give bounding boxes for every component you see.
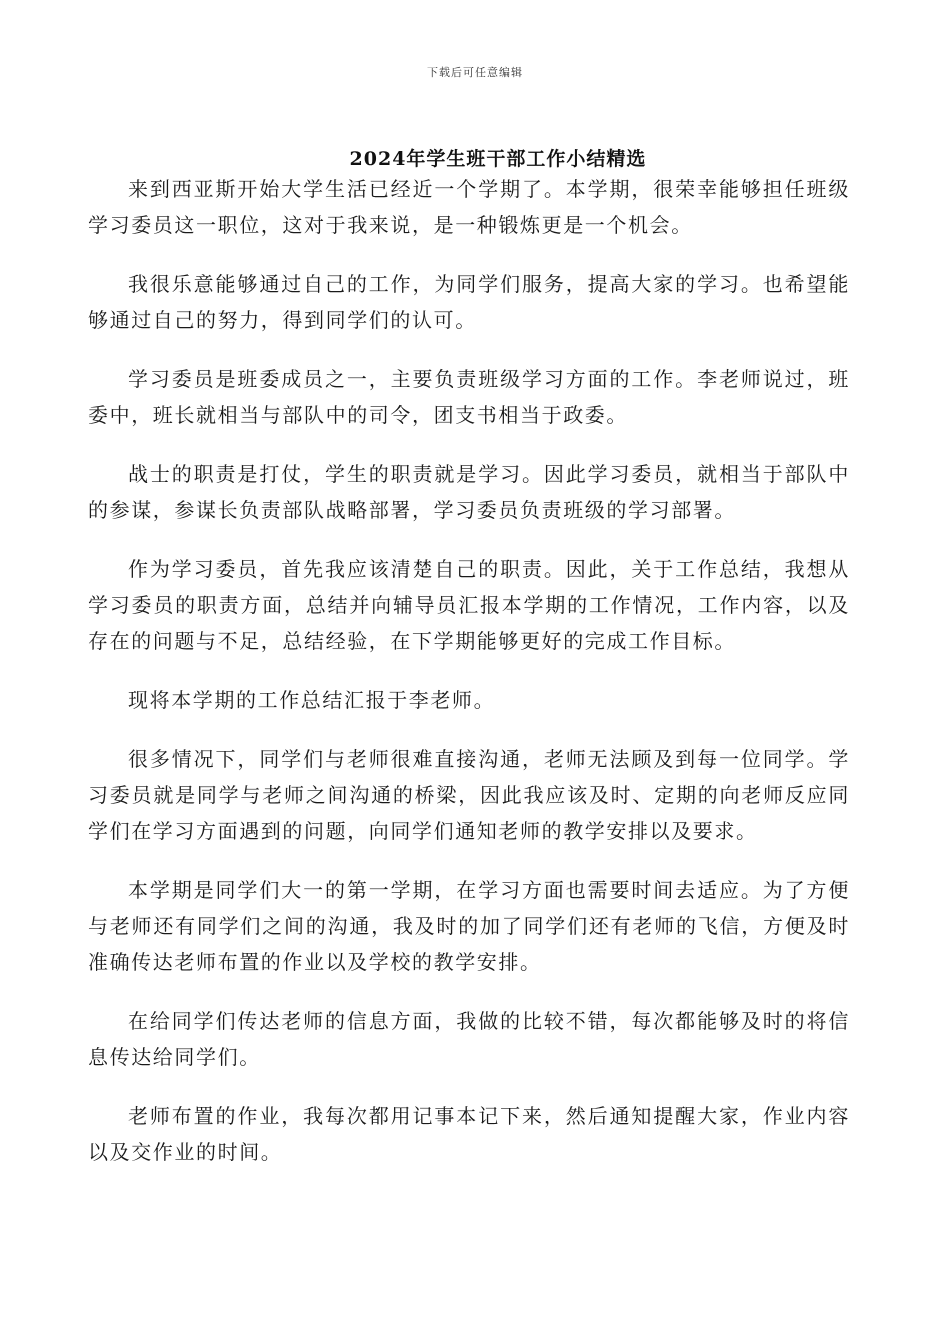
- paragraph-5: 作为学习委员，首先我应该清楚自己的职责。因此，关于工作总结，我想从学习委员的职责方面，总结并向辅导员汇报本学期的工作情况，工作内容，以及存在的问题与不足，总结经验，在下学期能够更好的完成工作目标。: [88, 557, 850, 653]
- paragraph-8: 本学期是同学们大一的第一学期，在学习方面也需要时间去适应。为了方便与老师还有同学们之间的沟通，我及时的加了同学们还有老师的飞信，方便及时准确传达老师布置的作业以及学校的教学安排。: [88, 878, 850, 974]
- paragraph-4: 战士的职责是打仗，学生的职责就是学习。因此学习委员，就相当于部队中的参谋，参谋长负责部队战略部署，学习委员负责班级的学习部署。: [88, 462, 850, 522]
- paragraph-3: 学习委员是班委成员之一，主要负责班级学习方面的工作。李老师说过，班委中，班长就相当与部队中的司令，团支书相当于政委。: [88, 367, 850, 427]
- paragraph-1: 来到西亚斯开始大学生活已经近一个学期了。本学期，很荣幸能够担任班级学习委员这一职位，这对于我来说，是一种锻炼更是一个机会。: [88, 177, 850, 237]
- document-title: 2024年学生班干部工作小结精选: [349, 148, 647, 170]
- document-body: [88, 171, 850, 1193]
- paragraph-7: 很多情况下，同学们与老师很难直接沟通，老师无法顾及到每一位同学。学习委员就是同学与老师之间沟通的桥梁，因此我应该及时、定期的向老师反应同学们在学习方面遇到的问题，向同学们通知老师的教学安排以及要求。: [88, 747, 850, 843]
- header-note: 下载后可任意编辑: [427, 66, 523, 79]
- paragraph-9: 在给同学们传达老师的信息方面，我做的比较不错，每次都能够及时的将信息传达给同学们。: [88, 1009, 850, 1069]
- paragraph-2: 我很乐意能够通过自己的工作，为同学们服务，提高大家的学习。也希望能够通过自己的努力，得到同学们的认可。: [88, 272, 850, 332]
- paragraph-10: 老师布置的作业，我每次都用记事本记下来，然后通知提醒大家，作业内容以及交作业的时间。: [88, 1104, 850, 1164]
- paragraph-6: 现将本学期的工作总结汇报于李老师。: [128, 688, 496, 712]
